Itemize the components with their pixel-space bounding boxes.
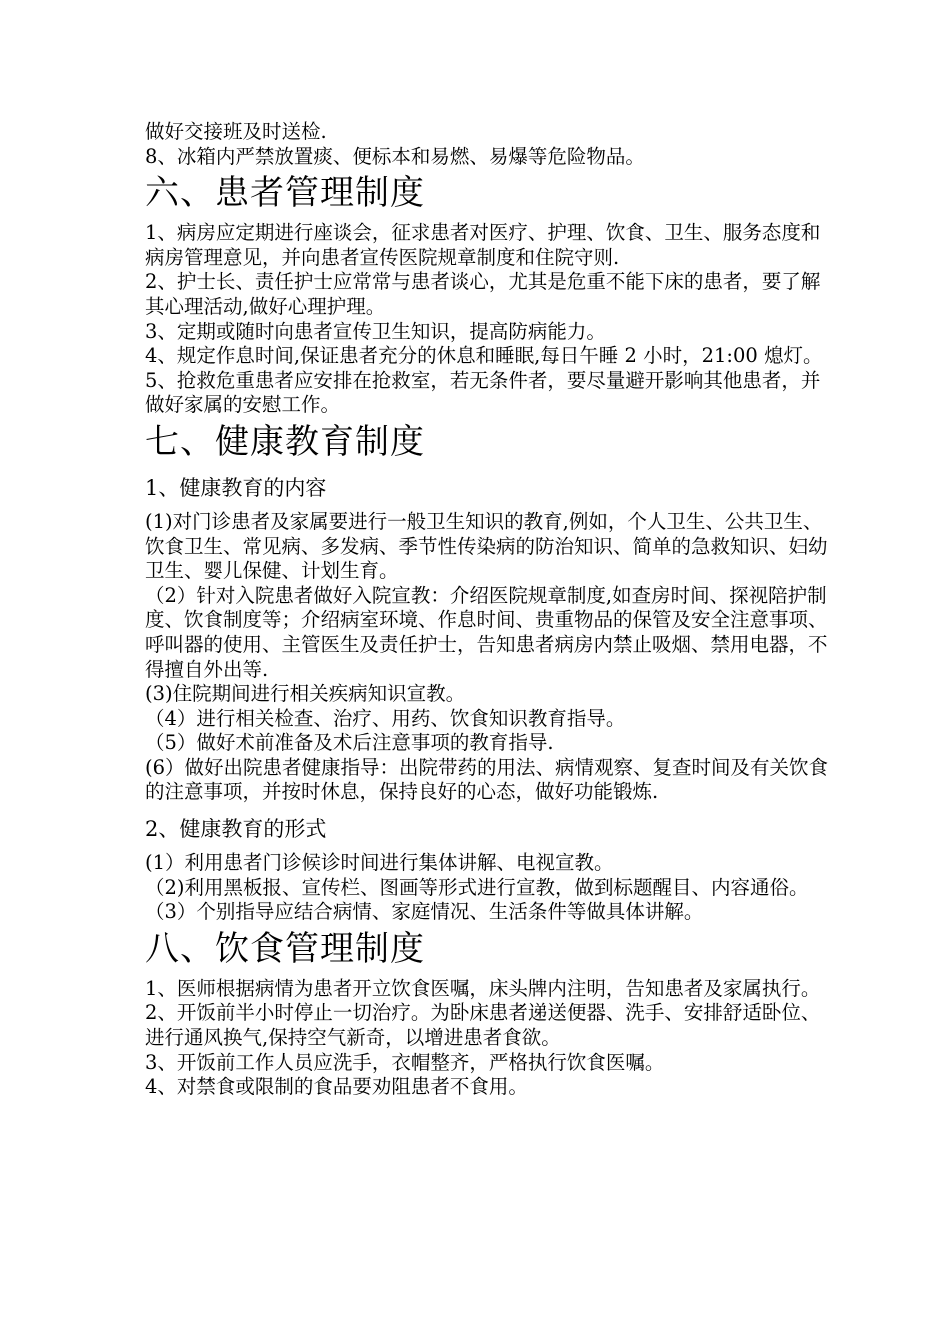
education-form-1: (1）利用患者门诊候诊时间进行集体讲解、电视宣教。 bbox=[145, 851, 614, 875]
education-content-2: （2）针对入院患者做好入院宣教：介绍医院规章制度,如查房时间、探视陪护制度、饮食制度等；介绍病室环境、作息时间、贵重物品的保管及安全注意事项、呼叫器的使用、主管医生及责任护士，告知患者病房内禁止吸烟、禁用电器，不得擅自外出等. bbox=[145, 583, 828, 681]
patient-rule-1: 1、病房应定期进行座谈会，征求患者对医疗、护理、饮食、卫生、服务态度和病房管理意见，并向患者宣传医院规章制度和住院守则. bbox=[145, 221, 821, 269]
subheading-education-content: 1、健康教育的内容 bbox=[145, 475, 327, 500]
education-content-5: （5）做好术前准备及术后注意事项的教育指导. bbox=[145, 731, 554, 755]
section-heading-diet-management: 八、饮食管理制度 bbox=[145, 928, 425, 969]
education-content-6: (6）做好出院患者健康指导：出院带药的用法、病情观察、复查时间及有关饮食的注意事项，并按时休息，保持良好的心态，做好功能锻炼. bbox=[145, 755, 829, 804]
education-content-4: （4）进行相关检查、治疗、用药、饮食知识教育指导。 bbox=[145, 706, 626, 730]
subheading-education-forms: 2、健康教育的形式 bbox=[145, 817, 327, 842]
patient-rule-4: 4、规定作息时间,保证患者充分的休息和睡眠,每日午睡 2 小时，21:00 熄灯。 bbox=[145, 344, 823, 368]
patient-rule-5: 5、抢救危重患者应安排在抢救室，若无条件者，要尽量避开影响其他患者，并做好家属的安慰工作。 bbox=[145, 368, 821, 417]
document-body bbox=[145, 120, 835, 1100]
paragraph-handover: 做好交接班及时送检. bbox=[145, 120, 327, 143]
education-form-2: （2)利用黑板报、宣传栏、图画等形式进行宣教，做到标题醒目、内容通俗。 bbox=[145, 875, 809, 899]
patient-rule-2: 2、护士长、责任护士应常常与患者谈心，尤其是危重不能下床的患者，要了解其心理活动,做好心理护理。 bbox=[145, 270, 821, 318]
section-heading-health-education: 七、健康教育制度 bbox=[145, 421, 425, 462]
education-content-1: (1)对门诊患者及家属要进行一般卫生知识的教育,例如，个人卫生、公共卫生、饮食卫生、常见病、多发病、季节性传染病的防治知识、简单的急救知识、妇幼卫生、婴儿保健、计划生育。 bbox=[145, 509, 828, 583]
diet-rule-2: 2、开饭前半小时停止一切治疗。为卧床患者递送便器、洗手、安排舒适卧位、进行通风换气,保持空气新奇，以增进患者食欲。 bbox=[145, 1001, 821, 1050]
diet-rule-3: 3、开饭前工作人员应洗手，衣帽整齐，严格执行饮食医嘱。 bbox=[145, 1050, 665, 1074]
patient-rule-3: 3、定期或随时向患者宣传卫生知识，提高防病能力。 bbox=[145, 319, 606, 343]
education-form-3: （3）个别指导应结合病情、家庭情况、生活条件等做具体讲解。 bbox=[145, 900, 704, 924]
diet-rule-4: 4、对禁食或限制的食品要劝阻患者不食用。 bbox=[145, 1075, 528, 1099]
paragraph-fridge-rule: 8、冰箱内严禁放置痰、便标本和易燃、易爆等危险物品。 bbox=[145, 144, 645, 168]
section-heading-patient-management: 六、患者管理制度 bbox=[145, 173, 425, 214]
diet-rule-1: 1、医师根据病情为患者开立饮食医嘱，床头牌内注明，告知患者及家属执行。 bbox=[145, 976, 821, 1000]
education-content-3: (3)住院期间进行相关疾病知识宣教。 bbox=[145, 682, 466, 706]
